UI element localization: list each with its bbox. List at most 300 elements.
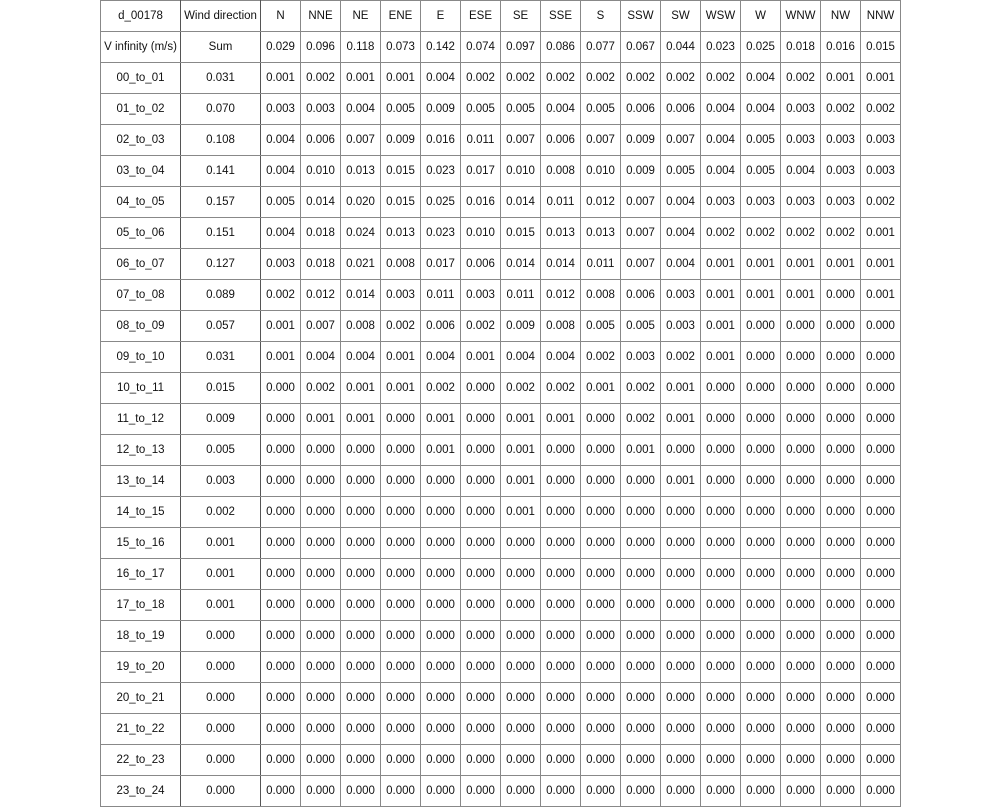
frequency-cell: 0.000 xyxy=(621,621,661,652)
direction-header-row xyxy=(101,1,901,32)
frequency-cell: 0.001 xyxy=(861,218,901,249)
frequency-cell: 0.001 xyxy=(341,404,381,435)
frequency-cell: 0.002 xyxy=(861,187,901,218)
direction-header-wsw: WSW xyxy=(701,1,741,32)
table-row xyxy=(101,466,901,497)
row-sum-cell: 0.000 xyxy=(181,652,261,683)
frequency-cell: 0.001 xyxy=(701,249,741,280)
frequency-cell: 0.001 xyxy=(741,249,781,280)
frequency-cell: 0.001 xyxy=(861,249,901,280)
frequency-cell: 0.000 xyxy=(621,776,661,807)
direction-sum-row xyxy=(101,32,901,63)
frequency-cell: 0.002 xyxy=(781,218,821,249)
frequency-cell: 0.000 xyxy=(341,559,381,590)
frequency-cell: 0.000 xyxy=(781,466,821,497)
frequency-cell: 0.000 xyxy=(381,683,421,714)
frequency-cell: 0.004 xyxy=(661,218,701,249)
frequency-cell: 0.009 xyxy=(621,125,661,156)
frequency-cell: 0.015 xyxy=(381,187,421,218)
speed-bin-cell: 17_to_18 xyxy=(101,590,181,621)
frequency-cell: 0.011 xyxy=(461,125,501,156)
frequency-cell: 0.000 xyxy=(581,745,621,776)
frequency-cell: 0.000 xyxy=(781,714,821,745)
frequency-cell: 0.003 xyxy=(461,280,501,311)
frequency-cell: 0.002 xyxy=(781,63,821,94)
frequency-cell: 0.000 xyxy=(581,683,621,714)
frequency-cell: 0.000 xyxy=(781,528,821,559)
frequency-cell: 0.000 xyxy=(381,466,421,497)
frequency-cell: 0.003 xyxy=(301,94,341,125)
frequency-cell: 0.000 xyxy=(701,559,741,590)
frequency-cell: 0.000 xyxy=(701,435,741,466)
frequency-cell: 0.000 xyxy=(821,683,861,714)
frequency-cell: 0.000 xyxy=(261,714,301,745)
direction-sum-cell: 0.142 xyxy=(421,32,461,63)
direction-header-n: N xyxy=(261,1,301,32)
frequency-cell: 0.000 xyxy=(261,466,301,497)
frequency-cell: 0.000 xyxy=(741,590,781,621)
frequency-cell: 0.001 xyxy=(701,280,741,311)
frequency-cell: 0.024 xyxy=(341,218,381,249)
frequency-cell: 0.000 xyxy=(341,652,381,683)
row-sum-cell: 0.127 xyxy=(181,249,261,280)
frequency-cell: 0.000 xyxy=(861,342,901,373)
speed-bin-cell: 10_to_11 xyxy=(101,373,181,404)
frequency-cell: 0.000 xyxy=(701,683,741,714)
table-row xyxy=(101,652,901,683)
frequency-cell: 0.013 xyxy=(381,218,421,249)
frequency-cell: 0.000 xyxy=(341,714,381,745)
frequency-cell: 0.000 xyxy=(301,497,341,528)
direction-sum-cell: 0.073 xyxy=(381,32,421,63)
table-row xyxy=(101,218,901,249)
direction-header-nnw: NNW xyxy=(861,1,901,32)
frequency-cell: 0.000 xyxy=(261,590,301,621)
frequency-cell: 0.001 xyxy=(661,373,701,404)
speed-bin-cell: 15_to_16 xyxy=(101,528,181,559)
frequency-cell: 0.000 xyxy=(581,497,621,528)
direction-header-nne: NNE xyxy=(301,1,341,32)
frequency-cell: 0.000 xyxy=(821,404,861,435)
frequency-cell: 0.001 xyxy=(621,435,661,466)
frequency-cell: 0.000 xyxy=(381,528,421,559)
row-sum-cell: 0.003 xyxy=(181,466,261,497)
frequency-cell: 0.004 xyxy=(261,125,301,156)
frequency-cell: 0.005 xyxy=(461,94,501,125)
frequency-cell: 0.000 xyxy=(541,683,581,714)
frequency-cell: 0.002 xyxy=(541,63,581,94)
frequency-cell: 0.004 xyxy=(301,342,341,373)
frequency-cell: 0.000 xyxy=(661,435,701,466)
frequency-cell: 0.000 xyxy=(741,776,781,807)
frequency-cell: 0.000 xyxy=(301,528,341,559)
frequency-cell: 0.002 xyxy=(461,63,501,94)
frequency-cell: 0.000 xyxy=(261,404,301,435)
frequency-cell: 0.000 xyxy=(301,683,341,714)
direction-sum-cell: 0.118 xyxy=(341,32,381,63)
frequency-cell: 0.000 xyxy=(821,745,861,776)
frequency-cell: 0.004 xyxy=(661,249,701,280)
frequency-cell: 0.000 xyxy=(861,435,901,466)
frequency-cell: 0.005 xyxy=(581,311,621,342)
frequency-cell: 0.000 xyxy=(461,559,501,590)
table-row xyxy=(101,125,901,156)
frequency-cell: 0.015 xyxy=(501,218,541,249)
frequency-cell: 0.000 xyxy=(421,714,461,745)
frequency-cell: 0.000 xyxy=(821,342,861,373)
frequency-cell: 0.000 xyxy=(341,745,381,776)
frequency-cell: 0.018 xyxy=(301,218,341,249)
frequency-cell: 0.010 xyxy=(581,156,621,187)
frequency-cell: 0.000 xyxy=(381,714,421,745)
direction-header-ese: ESE xyxy=(461,1,501,32)
frequency-cell: 0.001 xyxy=(661,404,701,435)
frequency-cell: 0.000 xyxy=(781,404,821,435)
frequency-cell: 0.014 xyxy=(341,280,381,311)
frequency-cell: 0.000 xyxy=(621,497,661,528)
frequency-cell: 0.016 xyxy=(461,187,501,218)
frequency-cell: 0.011 xyxy=(581,249,621,280)
frequency-cell: 0.000 xyxy=(581,435,621,466)
frequency-cell: 0.000 xyxy=(541,745,581,776)
row-sum-cell: 0.108 xyxy=(181,125,261,156)
frequency-cell: 0.006 xyxy=(541,125,581,156)
frequency-cell: 0.001 xyxy=(741,280,781,311)
frequency-cell: 0.000 xyxy=(501,683,541,714)
frequency-cell: 0.000 xyxy=(781,683,821,714)
frequency-cell: 0.010 xyxy=(301,156,341,187)
frequency-cell: 0.000 xyxy=(381,497,421,528)
frequency-cell: 0.003 xyxy=(381,280,421,311)
frequency-cell: 0.023 xyxy=(421,218,461,249)
frequency-cell: 0.003 xyxy=(781,125,821,156)
table-row xyxy=(101,249,901,280)
frequency-cell: 0.000 xyxy=(821,311,861,342)
direction-header-sse: SSE xyxy=(541,1,581,32)
frequency-cell: 0.003 xyxy=(821,156,861,187)
frequency-cell: 0.000 xyxy=(581,714,621,745)
frequency-cell: 0.000 xyxy=(461,652,501,683)
frequency-cell: 0.016 xyxy=(421,125,461,156)
frequency-cell: 0.005 xyxy=(661,156,701,187)
frequency-cell: 0.000 xyxy=(461,435,501,466)
frequency-cell: 0.000 xyxy=(501,528,541,559)
frequency-cell: 0.000 xyxy=(421,776,461,807)
speed-bin-cell: 01_to_02 xyxy=(101,94,181,125)
frequency-cell: 0.002 xyxy=(741,218,781,249)
frequency-cell: 0.000 xyxy=(501,590,541,621)
frequency-cell: 0.006 xyxy=(661,94,701,125)
frequency-cell: 0.000 xyxy=(461,528,501,559)
direction-header-se: SE xyxy=(501,1,541,32)
direction-sum-cell: 0.074 xyxy=(461,32,501,63)
direction-sum-cell: 0.023 xyxy=(701,32,741,63)
frequency-cell: 0.000 xyxy=(581,652,621,683)
frequency-cell: 0.001 xyxy=(861,280,901,311)
speed-bin-cell: 00_to_01 xyxy=(101,63,181,94)
frequency-cell: 0.001 xyxy=(261,63,301,94)
frequency-cell: 0.010 xyxy=(461,218,501,249)
frequency-cell: 0.000 xyxy=(821,776,861,807)
frequency-cell: 0.011 xyxy=(421,280,461,311)
frequency-cell: 0.010 xyxy=(501,156,541,187)
frequency-cell: 0.006 xyxy=(421,311,461,342)
frequency-cell: 0.001 xyxy=(261,342,301,373)
frequency-cell: 0.004 xyxy=(661,187,701,218)
wind-frequency-table-container xyxy=(100,0,900,800)
frequency-cell: 0.000 xyxy=(621,652,661,683)
frequency-cell: 0.000 xyxy=(781,652,821,683)
wind-direction-header-cell: Wind direction xyxy=(181,1,261,32)
frequency-cell: 0.002 xyxy=(501,63,541,94)
table-row xyxy=(101,63,901,94)
frequency-cell: 0.011 xyxy=(541,187,581,218)
table-row xyxy=(101,776,901,807)
frequency-cell: 0.000 xyxy=(261,528,301,559)
frequency-cell: 0.000 xyxy=(301,745,341,776)
frequency-cell: 0.000 xyxy=(661,528,701,559)
frequency-cell: 0.003 xyxy=(781,187,821,218)
frequency-cell: 0.002 xyxy=(821,94,861,125)
frequency-cell: 0.002 xyxy=(581,63,621,94)
speed-bin-cell: 22_to_23 xyxy=(101,745,181,776)
table-row xyxy=(101,156,901,187)
frequency-cell: 0.000 xyxy=(661,776,701,807)
table-row xyxy=(101,311,901,342)
frequency-cell: 0.000 xyxy=(461,621,501,652)
frequency-cell: 0.000 xyxy=(341,621,381,652)
row-sum-cell: 0.157 xyxy=(181,187,261,218)
frequency-cell: 0.000 xyxy=(621,528,661,559)
frequency-cell: 0.002 xyxy=(701,218,741,249)
speed-bin-cell: 11_to_12 xyxy=(101,404,181,435)
frequency-cell: 0.006 xyxy=(621,280,661,311)
frequency-cell: 0.004 xyxy=(781,156,821,187)
frequency-cell: 0.000 xyxy=(741,311,781,342)
frequency-cell: 0.001 xyxy=(781,249,821,280)
frequency-cell: 0.000 xyxy=(741,342,781,373)
frequency-cell: 0.000 xyxy=(781,342,821,373)
row-sum-cell: 0.015 xyxy=(181,373,261,404)
frequency-cell: 0.001 xyxy=(501,404,541,435)
frequency-cell: 0.009 xyxy=(381,125,421,156)
frequency-cell: 0.002 xyxy=(461,311,501,342)
frequency-cell: 0.000 xyxy=(781,621,821,652)
frequency-cell: 0.000 xyxy=(541,621,581,652)
frequency-cell: 0.009 xyxy=(501,311,541,342)
frequency-cell: 0.012 xyxy=(541,280,581,311)
frequency-cell: 0.000 xyxy=(741,745,781,776)
frequency-cell: 0.000 xyxy=(661,745,701,776)
frequency-cell: 0.000 xyxy=(301,714,341,745)
frequency-cell: 0.000 xyxy=(701,373,741,404)
frequency-cell: 0.000 xyxy=(821,621,861,652)
frequency-cell: 0.000 xyxy=(661,559,701,590)
frequency-cell: 0.000 xyxy=(261,652,301,683)
frequency-cell: 0.001 xyxy=(661,466,701,497)
frequency-cell: 0.001 xyxy=(821,249,861,280)
frequency-cell: 0.002 xyxy=(621,404,661,435)
frequency-cell: 0.000 xyxy=(861,621,901,652)
frequency-cell: 0.007 xyxy=(581,125,621,156)
frequency-cell: 0.004 xyxy=(541,94,581,125)
frequency-cell: 0.004 xyxy=(701,125,741,156)
frequency-cell: 0.000 xyxy=(261,497,301,528)
frequency-cell: 0.002 xyxy=(861,94,901,125)
frequency-cell: 0.004 xyxy=(741,63,781,94)
frequency-cell: 0.000 xyxy=(821,528,861,559)
row-sum-cell: 0.000 xyxy=(181,621,261,652)
row-sum-cell: 0.057 xyxy=(181,311,261,342)
direction-header-e: E xyxy=(421,1,461,32)
frequency-cell: 0.000 xyxy=(341,590,381,621)
speed-bin-cell: 06_to_07 xyxy=(101,249,181,280)
frequency-cell: 0.005 xyxy=(621,311,661,342)
row-sum-cell: 0.002 xyxy=(181,497,261,528)
frequency-cell: 0.001 xyxy=(501,497,541,528)
frequency-cell: 0.000 xyxy=(381,745,421,776)
frequency-cell: 0.000 xyxy=(541,590,581,621)
direction-sum-cell: 0.096 xyxy=(301,32,341,63)
frequency-cell: 0.000 xyxy=(861,559,901,590)
speed-bin-cell: 21_to_22 xyxy=(101,714,181,745)
row-sum-cell: 0.000 xyxy=(181,776,261,807)
table-row xyxy=(101,373,901,404)
frequency-cell: 0.000 xyxy=(341,528,381,559)
frequency-cell: 0.000 xyxy=(501,745,541,776)
frequency-cell: 0.000 xyxy=(261,373,301,404)
frequency-cell: 0.000 xyxy=(661,714,701,745)
frequency-cell: 0.000 xyxy=(421,745,461,776)
row-sum-cell: 0.031 xyxy=(181,63,261,94)
frequency-cell: 0.000 xyxy=(781,311,821,342)
frequency-cell: 0.001 xyxy=(381,63,421,94)
frequency-cell: 0.003 xyxy=(701,187,741,218)
direction-header-w: W xyxy=(741,1,781,32)
frequency-cell: 0.002 xyxy=(501,373,541,404)
row-sum-cell: 0.001 xyxy=(181,528,261,559)
table-row xyxy=(101,590,901,621)
frequency-cell: 0.000 xyxy=(461,466,501,497)
frequency-cell: 0.017 xyxy=(421,249,461,280)
direction-header-wnw: WNW xyxy=(781,1,821,32)
frequency-cell: 0.002 xyxy=(581,342,621,373)
frequency-cell: 0.005 xyxy=(741,156,781,187)
frequency-cell: 0.002 xyxy=(541,373,581,404)
frequency-cell: 0.004 xyxy=(541,342,581,373)
frequency-cell: 0.001 xyxy=(581,373,621,404)
frequency-cell: 0.008 xyxy=(381,249,421,280)
frequency-cell: 0.011 xyxy=(501,280,541,311)
frequency-cell: 0.000 xyxy=(421,559,461,590)
frequency-cell: 0.006 xyxy=(461,249,501,280)
frequency-cell: 0.000 xyxy=(861,683,901,714)
frequency-cell: 0.000 xyxy=(741,466,781,497)
direction-sum-cell: 0.097 xyxy=(501,32,541,63)
row-sum-cell: 0.000 xyxy=(181,714,261,745)
frequency-cell: 0.000 xyxy=(701,404,741,435)
frequency-cell: 0.000 xyxy=(461,776,501,807)
direction-header-ene: ENE xyxy=(381,1,421,32)
frequency-cell: 0.000 xyxy=(741,714,781,745)
frequency-cell: 0.000 xyxy=(821,497,861,528)
frequency-cell: 0.003 xyxy=(821,125,861,156)
frequency-cell: 0.001 xyxy=(341,63,381,94)
frequency-cell: 0.000 xyxy=(461,497,501,528)
frequency-cell: 0.000 xyxy=(861,497,901,528)
table-row xyxy=(101,621,901,652)
speed-bin-cell: 19_to_20 xyxy=(101,652,181,683)
frequency-cell: 0.005 xyxy=(381,94,421,125)
frequency-cell: 0.000 xyxy=(741,404,781,435)
frequency-cell: 0.003 xyxy=(821,187,861,218)
frequency-cell: 0.000 xyxy=(501,652,541,683)
frequency-cell: 0.000 xyxy=(261,621,301,652)
frequency-cell: 0.000 xyxy=(741,652,781,683)
speed-header-cell: V infinity (m/s) xyxy=(101,32,181,63)
frequency-cell: 0.000 xyxy=(861,528,901,559)
frequency-cell: 0.000 xyxy=(461,745,501,776)
frequency-cell: 0.012 xyxy=(581,187,621,218)
frequency-cell: 0.000 xyxy=(581,776,621,807)
wind-frequency-table xyxy=(100,0,901,807)
speed-bin-cell: 08_to_09 xyxy=(101,311,181,342)
frequency-cell: 0.007 xyxy=(621,249,661,280)
direction-sum-cell: 0.018 xyxy=(781,32,821,63)
frequency-cell: 0.000 xyxy=(341,776,381,807)
frequency-cell: 0.008 xyxy=(341,311,381,342)
frequency-cell: 0.002 xyxy=(661,63,701,94)
frequency-cell: 0.000 xyxy=(661,652,701,683)
frequency-cell: 0.008 xyxy=(541,311,581,342)
row-sum-cell: 0.005 xyxy=(181,435,261,466)
direction-header-ne: NE xyxy=(341,1,381,32)
frequency-cell: 0.014 xyxy=(501,249,541,280)
frequency-cell: 0.000 xyxy=(861,404,901,435)
frequency-cell: 0.000 xyxy=(701,621,741,652)
frequency-cell: 0.000 xyxy=(541,714,581,745)
frequency-cell: 0.000 xyxy=(861,373,901,404)
frequency-cell: 0.001 xyxy=(821,63,861,94)
frequency-cell: 0.000 xyxy=(581,590,621,621)
frequency-cell: 0.000 xyxy=(701,497,741,528)
frequency-cell: 0.002 xyxy=(261,280,301,311)
frequency-cell: 0.000 xyxy=(501,776,541,807)
frequency-cell: 0.000 xyxy=(421,652,461,683)
frequency-cell: 0.000 xyxy=(381,621,421,652)
frequency-cell: 0.000 xyxy=(421,497,461,528)
row-sum-cell: 0.141 xyxy=(181,156,261,187)
frequency-cell: 0.000 xyxy=(301,652,341,683)
frequency-cell: 0.007 xyxy=(341,125,381,156)
frequency-cell: 0.001 xyxy=(421,404,461,435)
frequency-cell: 0.000 xyxy=(861,776,901,807)
frequency-cell: 0.000 xyxy=(381,435,421,466)
frequency-cell: 0.014 xyxy=(541,249,581,280)
frequency-cell: 0.001 xyxy=(501,466,541,497)
table-row xyxy=(101,745,901,776)
frequency-cell: 0.001 xyxy=(381,342,421,373)
frequency-cell: 0.002 xyxy=(381,311,421,342)
speed-bin-cell: 12_to_13 xyxy=(101,435,181,466)
frequency-cell: 0.000 xyxy=(701,745,741,776)
frequency-cell: 0.000 xyxy=(621,683,661,714)
dataset-id-cell: d_00178 xyxy=(101,1,181,32)
frequency-cell: 0.002 xyxy=(301,373,341,404)
sum-header-cell: Sum xyxy=(181,32,261,63)
frequency-cell: 0.000 xyxy=(381,776,421,807)
frequency-cell: 0.000 xyxy=(621,590,661,621)
